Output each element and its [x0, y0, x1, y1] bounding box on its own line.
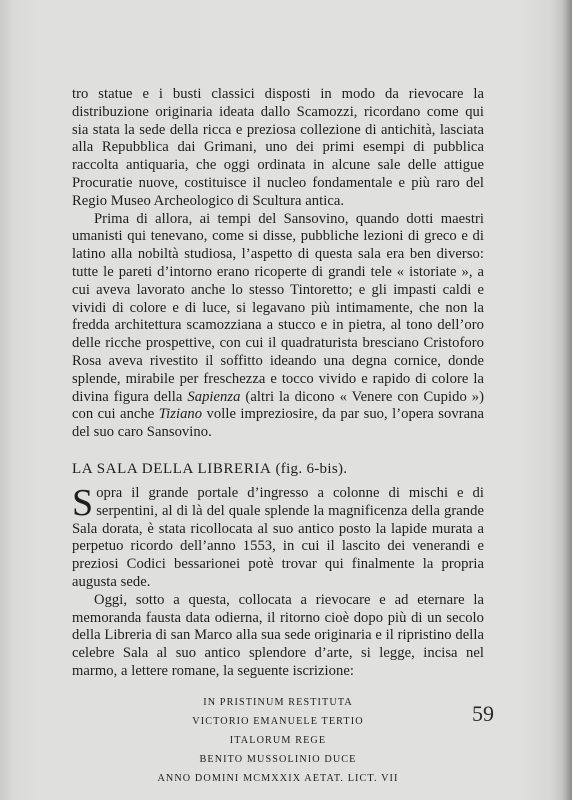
inscription: [72, 693, 484, 788]
italic-sapienza: Sapienza: [187, 388, 241, 405]
inscription-line: IN PRISTINUM RESTITUTA: [203, 696, 353, 708]
inscription-line: BENITO MUSSOLINIO DUCE: [199, 753, 357, 765]
section-heading-figure-ref: (fig. 6-bis).: [271, 460, 348, 477]
page-edge-shadow: [562, 0, 572, 800]
body-text: [72, 86, 484, 788]
paragraph-1: tro statue e i busti classici disposti in modo da rievocare la distribuzione originaria ideata dallo Scamozzi, ricordano come qui sia stata la sede della ricca e preziosa collezione di antichità, lasciata alla Repubblica dai Grimani, uno dei primi esempi di pubblica raccolta antiquaria, che oggi ordinata in alcune sale delle attigue Procuratie nuove, costituisce il nucleo fondamentale e più raro del Regio Museo Archeologico di Scultura antica.: [72, 86, 484, 209]
paragraph-2-text-c: volle impreziosire, da par suo, l’opera sovrana del suo caro Sansovino.: [72, 406, 484, 441]
section-heading: [72, 460, 484, 478]
paragraph-2-text-a: Prima di allora, ai tempi del Sansovino, quando dotti maestri umanisti qui tenevano, come si disse, pubbliche lezioni di greco e di latino alla nobiltà studiosa, l’aspetto di questa sala era ben diverso: tutte le pareti d’intorno erano ricoperte di grandi tele « istoriate », a cui aveva lavorato anche lo stesso Tintoretto; e gli impasti caldi e vividi di colore e di luce, si legavano più intimamente, che non la fredda architettura scamozziana a stucco e in pietra, al tono dell’oro delle ricche prospettive, con cui il quadraturista bresciano Cristoforo Rosa aveva rivestito il soffitto ideando una degna cornice, donde splende, mirabile per freschezza e tocco vivido e rapido di colore la divina figura della: [72, 210, 484, 405]
inscription-line: ANNO DOMINI MCMXXIX AETAT. LICT. VII: [157, 772, 399, 784]
drop-cap: S: [72, 481, 94, 524]
paragraph-2: [72, 211, 484, 442]
paragraph-4: Oggi, sotto a questa, collocata a rievocare e ad eternare la memoranda fausta data odierna, il ritorno cioè dopo più di un secolo della Libreria di san Marco alla sua sede originaria e il ripristino della celebre Sala al suo antico splendore d’arte, si legge, incisa nel marmo, a lettere romane, la seguente iscrizione:: [72, 591, 484, 679]
section-heading-title: LA SALA DELLA LIBRERIA: [72, 460, 272, 477]
paragraph-2-text-b: (altri la dicono « Venere con Cupido ») con cui anche: [72, 388, 484, 423]
italic-tiziano: Tiziano: [158, 406, 203, 423]
page-number: 59: [472, 701, 494, 726]
paragraph-3-text: opra il grande portale d’ingresso a colonne di mischi e di serpentini, al di là del quale splende la magnificenza della grande Sala dorata, è stata ricollocata al suo antico posto la lapide murata a perpetuo ricordo dell’anno 1553, in cui il lascito dei venerandi e preziosi Codici bessarionei potè trovar qui finalmente la propria augusta sede.: [72, 484, 484, 590]
inscription-line: ITALORUM REGE: [229, 734, 327, 746]
paragraph-3: [72, 481, 484, 592]
inscription-line: VICTORIO EMANUELE TERTIO: [192, 715, 364, 727]
